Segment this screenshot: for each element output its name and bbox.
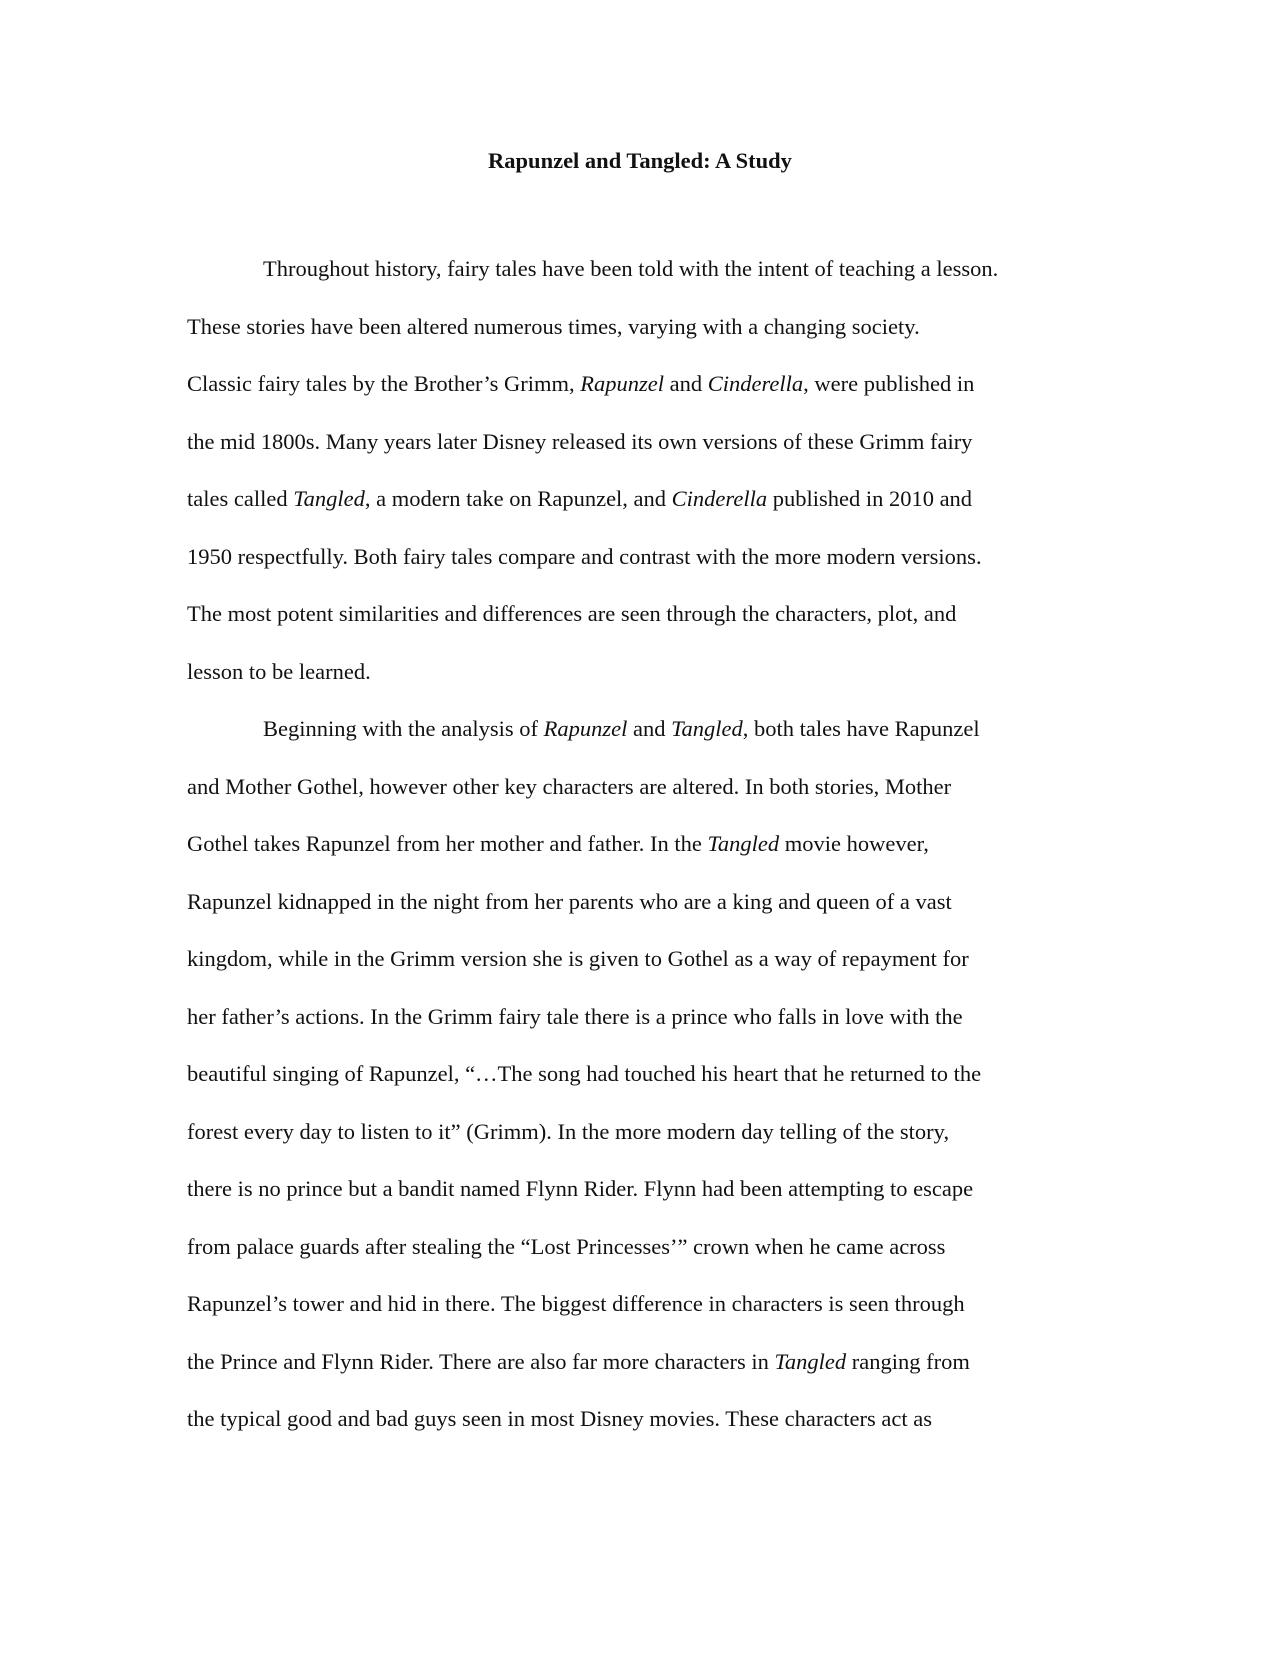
- text-segment: the typical good and bad guys seen in most Disney movies. These characters act as: [187, 1406, 933, 1431]
- text-segment: forest every day to listen to it” (Grimm). In the more modern day telling of the story,: [187, 1118, 950, 1144]
- text-line: [187, 829, 1087, 887]
- text-segment: her father’s actions. In the Grimm fairy tale there is a prince who falls in love with the: [187, 1003, 963, 1029]
- text-line: [187, 484, 1087, 542]
- text-segment: tales called: [187, 486, 294, 511]
- text-line: [187, 254, 1087, 312]
- text-line: [187, 1289, 1087, 1347]
- text-line: [187, 542, 1087, 600]
- text-segment: and: [627, 716, 672, 741]
- text-segment: ranging from: [846, 1348, 970, 1374]
- text-line: [187, 1404, 1087, 1462]
- text-segment: and: [664, 371, 708, 396]
- text-line: [187, 1002, 1087, 1060]
- text-segment: 1950 respectfully. Both fairy tales compare and contrast with the more modern versions.: [187, 543, 982, 569]
- text-segment: and Mother Gothel, however other key characters are altered. In both stories, Mother: [187, 773, 952, 799]
- text-segment: lesson to be learned.: [187, 658, 371, 684]
- text-segment: the Prince and Flynn Rider. There are also far more characters in: [187, 1348, 775, 1374]
- text-line: [187, 312, 1087, 370]
- text-segment: from palace guards after stealing the “Lost Princesses’” crown when he came across: [187, 1233, 946, 1259]
- paragraph: [187, 714, 1087, 1462]
- text-line: [187, 1174, 1087, 1232]
- text-segment: These stories have been altered numerous times, varying with a changing society.: [187, 313, 920, 339]
- text-segment: beautiful singing of Rapunzel, “…The song had touched his heart that he returned to the: [187, 1061, 982, 1086]
- text-segment: , a modern take on Rapunzel, and: [364, 486, 672, 511]
- text-line: [187, 1232, 1087, 1290]
- text-line: [187, 657, 1087, 715]
- text-line: [187, 599, 1087, 657]
- text-segment: , were published in: [803, 371, 975, 396]
- text-segment: Throughout history, fairy tales have been told with the intent of teaching a lesson.: [263, 256, 999, 281]
- italic-title: Rapunzel: [580, 371, 665, 396]
- text-segment: published in 2010 and: [767, 486, 973, 511]
- text-segment: , both tales have Rapunzel: [742, 716, 980, 741]
- text-line: [187, 944, 1087, 1002]
- text-line: [187, 772, 1087, 830]
- text-line: [187, 369, 1087, 427]
- italic-title: Cinderella: [671, 486, 768, 511]
- text-segment: Classic fairy tales by the Brother’s Grimm,: [187, 371, 581, 396]
- document-body: [187, 254, 1087, 1462]
- text-line: [187, 887, 1087, 945]
- text-line: [187, 1117, 1087, 1175]
- text-segment: kingdom, while in the Grimm version she is given to Gothel as a way of repayment for: [187, 946, 969, 971]
- paragraph: [187, 254, 1087, 714]
- italic-title: Tangled: [774, 1348, 847, 1374]
- text-segment: movie however,: [779, 831, 929, 856]
- italic-title: Cinderella: [707, 371, 804, 396]
- italic-title: Tangled: [671, 716, 743, 741]
- italic-title: Tangled: [707, 831, 780, 856]
- text-segment: the mid 1800s. Many years later Disney released its own versions of these Grimm fairy: [187, 428, 973, 454]
- text-segment: Rapunzel’s tower and hid in there. The biggest difference in characters is seen through: [187, 1291, 965, 1316]
- italic-title: Rapunzel: [543, 716, 628, 741]
- text-segment: Beginning with the analysis of: [263, 716, 544, 741]
- text-segment: there is no prince but a bandit named Flynn Rider. Flynn had been attempting to escape: [187, 1176, 974, 1201]
- text-segment: The most potent similarities and differences are seen through the characters, plot, and: [187, 601, 957, 626]
- text-line: [187, 427, 1087, 485]
- document-title: Rapunzel and Tangled: A Study: [488, 148, 792, 173]
- text-segment: Gothel takes Rapunzel from her mother and father. In the: [187, 831, 708, 856]
- text-segment: Rapunzel kidnapped in the night from her parents who are a king and queen of a vast: [187, 888, 952, 914]
- text-line: [187, 1059, 1087, 1117]
- text-line: [187, 714, 1087, 772]
- italic-title: Tangled: [293, 486, 365, 511]
- text-line: [187, 1347, 1087, 1405]
